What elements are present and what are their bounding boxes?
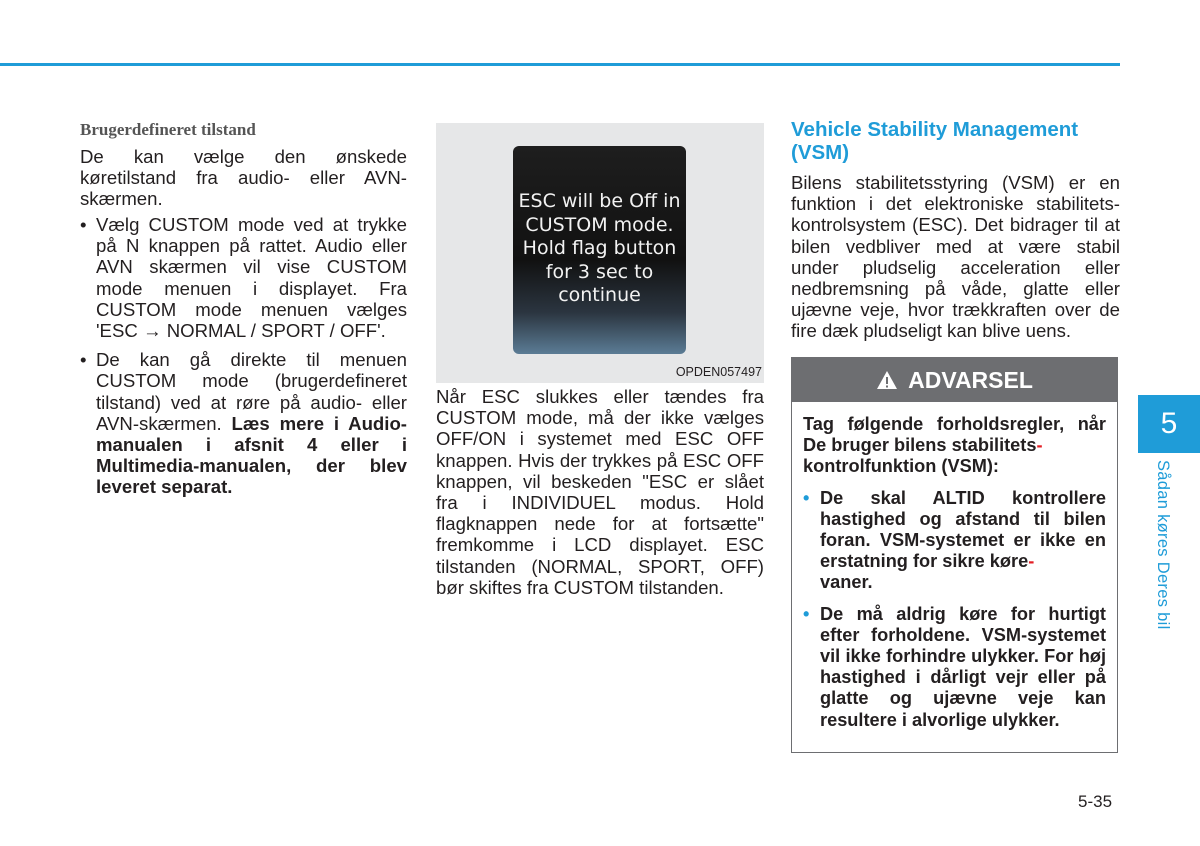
- screen-line: for 3 sec to: [545, 260, 654, 283]
- warning-intro-text: Tag følgende forholdsregler, når De bruger bilens stabilitets: [803, 414, 1106, 456]
- warning-body: [792, 402, 1117, 731]
- vsm-paragraph: Bilens stabilitetsstyring (VSM) er en funktion i det elektroniske stabilitets-kontrolsystem (ESC). Det bidrager til at bilen vedbliver med at være stabil under pludselig acceleration eller nedbremsning på våde, glatte eller ujævne veje, hvor trækkraften over de fire dæk pludseligt kan blive uens.: [791, 172, 1120, 342]
- chapter-number-tab: 5: [1138, 395, 1200, 453]
- list-item-emphasis: Læs mere i Audio-manualen i afsnit 4 eller i Multimedia-manualen, der blev leveret separat.: [96, 412, 408, 498]
- screen-line: continue: [558, 284, 641, 306]
- warning-item: [803, 604, 1106, 731]
- bullet-dot: •: [80, 214, 87, 235]
- screen-message: [513, 190, 686, 308]
- custom-mode-list: [80, 214, 407, 506]
- top-rule: [0, 63, 1120, 66]
- figure-code: OPDEN057497: [675, 365, 762, 379]
- cluster-screen: [513, 146, 686, 354]
- intro-paragraph: De kan vælge den ønskede køretilstand fra audio- eller AVN-skærmen.: [80, 146, 407, 210]
- list-item-text: De kan gå direkte til menuen CUSTOM mode (brugerdefineret tilstand) ved at røre på audio- eller AVN-skærmen.: [96, 349, 407, 434]
- page-number: 5-35: [1078, 792, 1113, 811]
- warning-intro: [803, 414, 1106, 478]
- warning-item-text: vaner.: [820, 572, 873, 593]
- section-heading: Brugerdefineret tilstand: [80, 120, 256, 139]
- warning-item-text: De må aldrig køre for hurtigt efter forholdene. VSM-systemet vil ikke forhindre ulykker. For høj hastighed i dårligt vejr eller på glatte og ujævne veje kan resultere i alvorlige ulykker.: [820, 603, 1106, 730]
- vsm-heading: Vehicle Stability Management (VSM): [791, 118, 1079, 164]
- hyphen-mark: -: [1036, 435, 1043, 456]
- hyphen-mark: -: [1028, 551, 1035, 572]
- screen-line: Hold flag button: [522, 237, 677, 259]
- warning-intro-text: kontrolfunktion (VSM):: [803, 456, 999, 477]
- screen-line: CUSTOM mode.: [525, 213, 674, 236]
- warning-item: [803, 488, 1106, 594]
- warning-title: ADVARSEL: [908, 366, 1033, 393]
- warning-item-text: De skal ALTID kontrollere hastighed og afstand til bilen foran. VSM-systemet er ikke en erstatning for sikre køre: [820, 487, 1106, 572]
- esc-paragraph: Når ESC slukkes eller tændes fra CUSTOM mode, må der ikke vælges OFF/ON i systemet med ESC OFF knappen. Hvis der trykkes på ESC OFF knappen, vil beskeden "ESC er slået fra i INDIVIDUEL modus. Hold flagknappen nede for at fortsætte" fremkomme i LCD displayet. ESC tilstanden (NORMAL, SPORT, OFF) bør skiftes fra CUSTOM tilstanden.: [436, 386, 764, 598]
- bullet-dot: •: [803, 603, 810, 624]
- warning-triangle-icon: [876, 370, 898, 390]
- cluster-display-figure: [436, 123, 764, 383]
- screen-line: ESC will be Off in: [518, 190, 681, 212]
- list-item: [80, 214, 407, 341]
- bullet-dot: •: [80, 349, 87, 371]
- list-item-text: Vælg CUSTOM mode ved at trykke på N knappen på rattet. Audio eller AVN skærmen vil vise CUSTOM mode menuen i displayet. Fra CUSTOM mode menuen vælges 'ESC → NORMAL / SPORT / OFF'.: [96, 214, 407, 342]
- warning-box: [791, 357, 1118, 753]
- warning-list: [803, 488, 1106, 731]
- warning-header: [792, 358, 1117, 402]
- bullet-dot: •: [803, 487, 810, 508]
- list-item: [80, 349, 407, 497]
- chapter-title: Sådan køres Deres bil: [1154, 460, 1172, 630]
